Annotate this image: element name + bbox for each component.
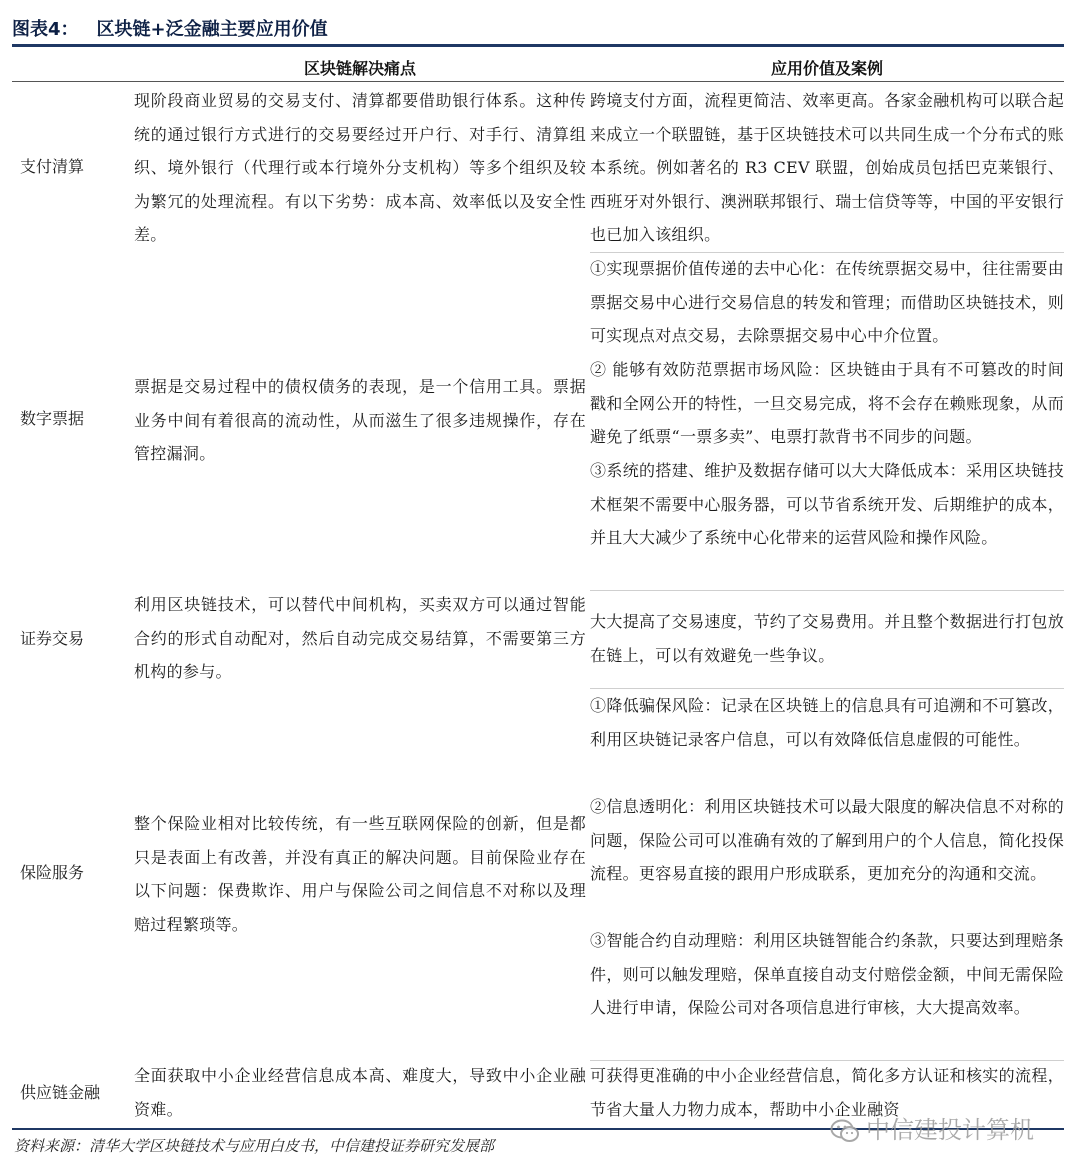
category-digital-bills: 数字票据 (20, 409, 85, 428)
watermark (830, 1112, 1034, 1148)
category-securities-trading: 证券交易 (20, 629, 85, 648)
value-supply-chain-finance: 可获得更准确的中小企业经营信息，简化多方认证和核实的流程，节省大量人力物力成本，帮助中小企业融资 (590, 1066, 1064, 1119)
pain-insurance: 整个保险业相对比较传统，有一些互联网保险的创新，但是都只是表面上有改善，并没有真正的解决问题。目前保险业存在以下问题：保费欺诈、用户与保险公司之间信息不对称以及理赔过程繁琐等。 (134, 814, 586, 934)
value-securities-trading: 大大提高了交易速度，节约了交易费用。并且整个数据进行打包放在链上，可以有效避免一些争议。 (590, 612, 1064, 665)
category-supply-chain-finance: 供应链金融 (20, 1083, 101, 1102)
category-insurance: 保险服务 (20, 863, 85, 882)
wechat-icon (830, 1118, 860, 1144)
value-digital-bills-1: ①实现票据价值传递的去中心化：在传统票据交易中，往往需要由票据交易中心进行交易信息的转发和管理；而借助区块链技术，则可实现点对点交易，去除票据交易中心中介位置。 (590, 259, 1064, 345)
row-separator (590, 590, 1064, 591)
column-header-value-cases: 应用价值及案例 (770, 59, 883, 78)
pain-payment-clearing: 现阶段商业贸易的交易支付、清算都要借助银行体系。这种传统的通过银行方式进行的交易要经过开户行、对手行、清算组织、境外银行（代理行或本行境外分支机构）等多个组织及较为繁冗的处理流程。有以下劣势：成本高、效率低以及安全性差。 (134, 91, 586, 244)
value-insurance-3: ③智能合约自动理赔：利用区块链智能合约条款，只要达到理赔条件，则可以触发理赔，保单直接自动支付赔偿金额，中间无需保险人进行申请，保险公司对各项信息进行审核，大大提高效率。 (590, 931, 1064, 1017)
pain-securities-trading: 利用区块链技术，可以替代中间机构，买卖双方可以通过智能合约的形式自动配对，然后自动完成交易结算，不需要第三方机构的参与。 (134, 595, 586, 681)
title-rule (12, 44, 1064, 47)
value-insurance-1: ①降低骗保风险：记录在区块链上的信息具有可追溯和不可篡改，利用区块链记录客户信息，可以有效降低信息虚假的可能性。 (590, 696, 1064, 749)
source-note: 资料来源：清华大学区块链技术与应用白皮书，中信建投证券研究发展部 (14, 1137, 495, 1155)
value-digital-bills-3: ③系统的搭建、维护及数据存储可以大大降低成本：采用区块链技术框架不需要中心服务器，可以节省系统开发、后期维护的成本，并且大大减少了系统中心化带来的运营风险和操作风险。 (590, 461, 1064, 547)
table-header (12, 52, 1064, 80)
header-rule (12, 81, 1064, 82)
pain-digital-bills: 票据是交易过程中的债权债务的表现，是一个信用工具。票据业务中间有着很高的流动性，从而滋生了很多违规操作，存在管控漏洞。 (134, 377, 586, 463)
value-payment-clearing: 跨境支付方面，流程更简洁、效率更高。各家金融机构可以联合起来成立一个联盟链，基于区块链技术可以共同生成一个分布式的账本系统。例如著名的 R3 CEV 联盟，创始成员包括巴克莱银行、西班牙对外银行、澳洲联邦银行、瑞士信贷等等，中国的平安银行也已加入该组织。 (590, 91, 1064, 244)
report-figure (12, 0, 1064, 1176)
value-digital-bills-2: ② 能够有效防范票据市场风险：区块链由于具有不可篡改的时间戳和全网公开的特性，一旦交易完成，将不会存在赖账现象，从而避免了纸票“一票多卖”、电票打款背书不同步的问题。 (590, 360, 1064, 446)
column-header-pain-points: 区块链解决痛点 (303, 59, 416, 78)
figure-title-text: 区块链+泛金融主要应用价值 (96, 19, 328, 40)
pain-supply-chain-finance: 全面获取中小企业经营信息成本高、难度大，导致中小企业融资难。 (134, 1066, 586, 1119)
figure-title (12, 14, 328, 46)
value-insurance-2: ②信息透明化：利用区块链技术可以最大限度的解决信息不对称的问题，保险公司可以准确有效的了解到用户的个人信息，简化投保流程。更容易直接的跟用户形成联系，更加充分的沟通和交流。 (590, 797, 1064, 883)
category-payment-clearing: 支付清算 (20, 157, 85, 176)
watermark-text: 中信建投计算机 (866, 1116, 1034, 1144)
figure-label: 图表4： (12, 19, 79, 40)
